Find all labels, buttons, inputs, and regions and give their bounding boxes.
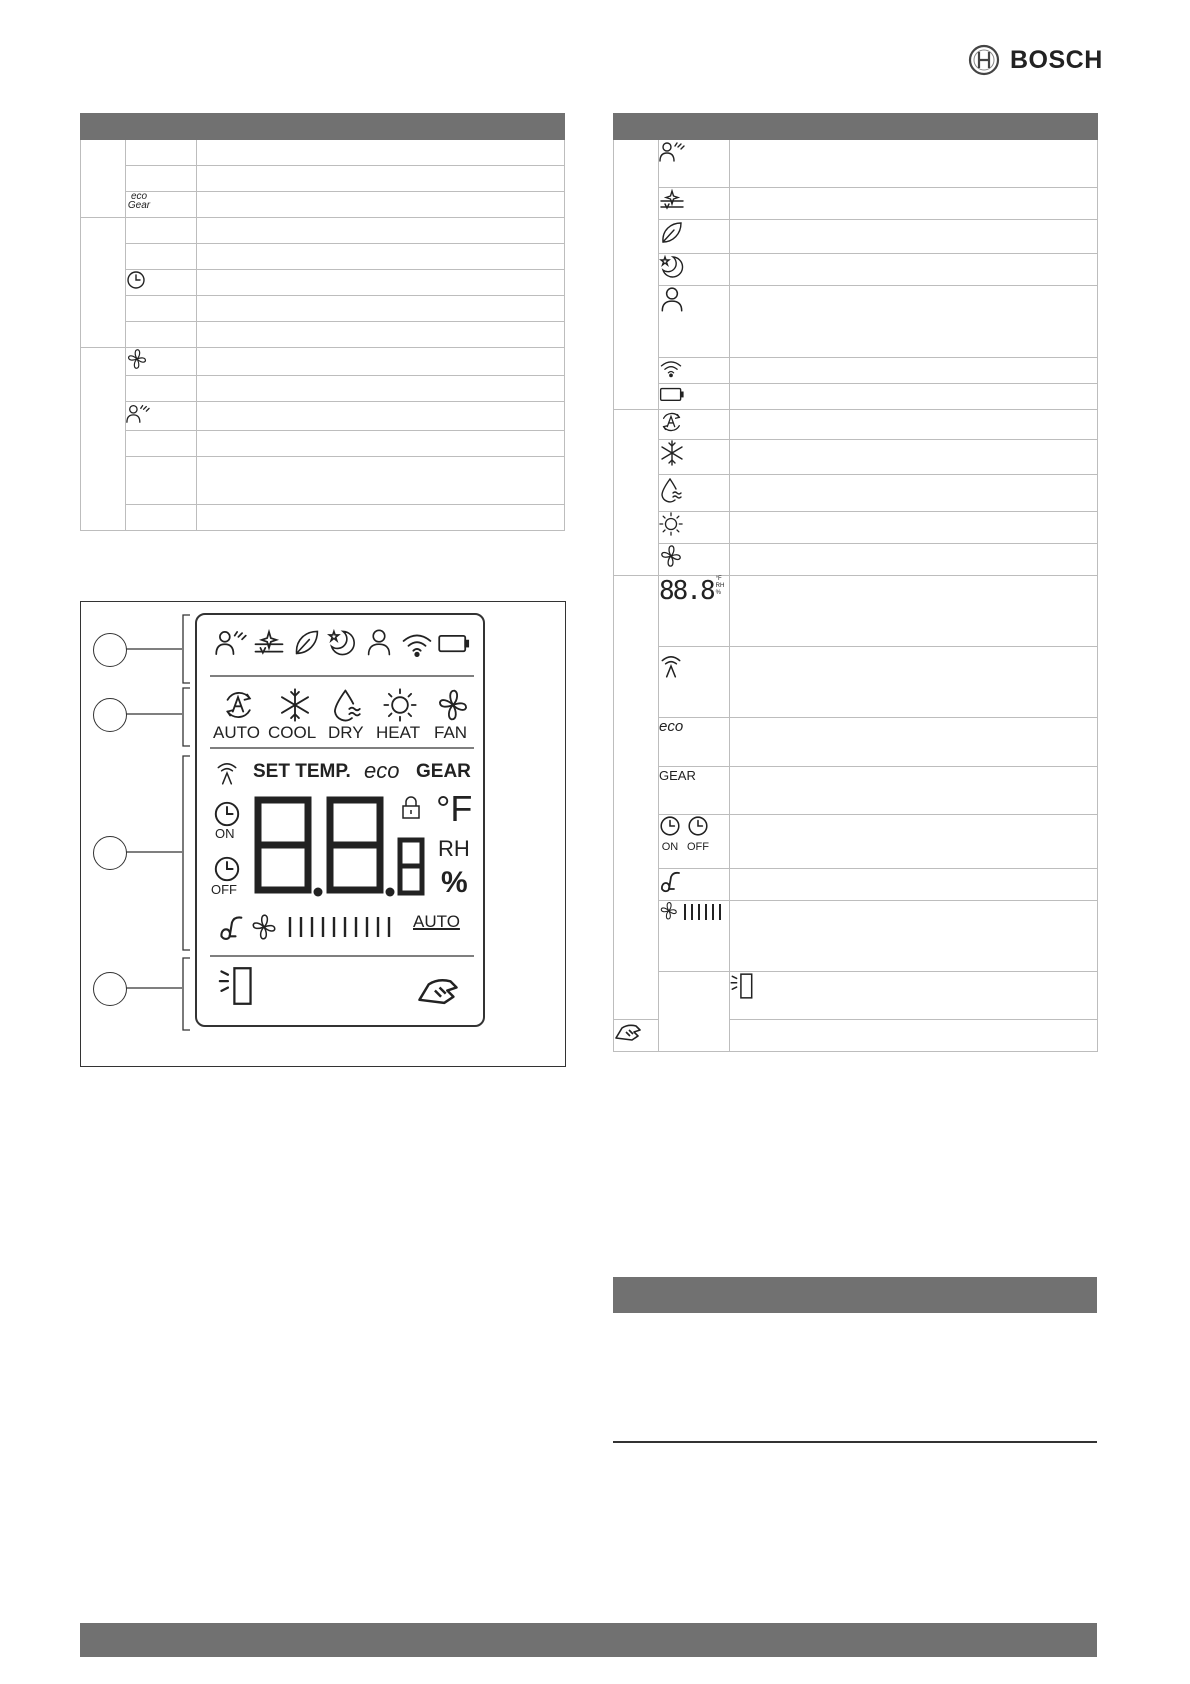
desc-cell	[730, 254, 1098, 286]
desc-cell	[730, 358, 1098, 384]
timer-on-off-icon	[659, 815, 729, 853]
icon-cell	[659, 220, 730, 254]
eco-label: eco	[364, 758, 400, 783]
battery-icon	[437, 630, 471, 656]
table-row	[614, 358, 1098, 384]
mode-label-cool: COOL	[268, 723, 317, 742]
desc-cell	[730, 410, 1098, 440]
right-table	[613, 113, 1098, 1052]
moon-star-sleep-icon	[327, 628, 357, 658]
desc-cell	[730, 220, 1098, 254]
fan-speed-icon	[659, 901, 725, 923]
timer-off-group	[687, 815, 709, 853]
table-row	[614, 767, 1098, 815]
fan-icon	[250, 913, 278, 941]
desc-cell	[730, 815, 1098, 869]
table-row	[614, 718, 1098, 767]
unit-indicator-icon	[218, 965, 254, 1007]
auto-mode-icon	[659, 410, 683, 434]
desc-cell	[730, 647, 1098, 718]
icon-cell	[659, 901, 730, 972]
icon-cell	[659, 384, 730, 410]
timer-off-label: OFF	[211, 882, 237, 897]
small-unit-pct: %	[715, 590, 721, 596]
callout-3	[93, 836, 127, 870]
digits-icon	[659, 576, 729, 606]
table-row	[614, 475, 1098, 512]
table-row	[614, 972, 1098, 1020]
icon-cell	[659, 358, 730, 384]
icon-cell	[659, 767, 730, 815]
person-icon	[365, 628, 393, 658]
desc-cell	[730, 869, 1098, 901]
sun-icon	[383, 688, 417, 722]
desc-cell	[730, 188, 1098, 220]
desc-cell	[730, 544, 1098, 576]
header-cell	[730, 114, 1098, 140]
person-icon	[659, 286, 685, 314]
icon-cell	[659, 410, 730, 440]
table-row	[614, 647, 1098, 718]
callout-2	[93, 698, 127, 732]
fan-speed-bars	[286, 915, 406, 939]
small-unit-f: °F	[715, 576, 722, 582]
icon-cell	[614, 1020, 659, 1052]
table-row	[614, 869, 1098, 901]
mode-label-fan: FAN	[434, 723, 468, 742]
desc-cell	[730, 384, 1098, 410]
icon-cell	[659, 512, 730, 544]
unit-pct-label: %	[441, 866, 468, 899]
mode-label-heat: HEAT	[376, 723, 421, 742]
moon-star-sleep-icon	[659, 254, 685, 280]
table-row	[614, 815, 1098, 869]
set-temp-label: SET TEMP.	[253, 761, 351, 782]
snowflake-icon	[659, 440, 685, 466]
wifi-icon	[659, 358, 683, 378]
callout-1	[93, 633, 127, 667]
swing-icon	[659, 653, 683, 679]
gear-text: Gear	[127, 200, 151, 211]
eco-text: eco	[130, 191, 148, 202]
silent-mode-icon	[218, 913, 246, 941]
desc-cell	[730, 286, 1098, 358]
table-row	[614, 410, 1098, 440]
header-cell	[614, 114, 659, 140]
icon-cell	[730, 972, 1098, 1020]
table-row	[614, 286, 1098, 358]
table-row	[614, 254, 1098, 286]
timer-off-text: OFF	[687, 841, 709, 853]
timer-on-label: ON	[215, 826, 235, 841]
icon-cell	[659, 718, 730, 767]
sparkle-clean-icon	[659, 188, 685, 212]
fan-auto-label: AUTO	[413, 912, 460, 931]
header-cell	[659, 114, 730, 140]
table-row	[614, 384, 1098, 410]
desc-cell	[730, 1020, 1098, 1052]
footer-bar	[80, 1623, 1097, 1657]
unit-f-label: °F	[436, 788, 473, 829]
snowflake-icon	[278, 688, 312, 722]
mode-label-auto: AUTO	[213, 723, 260, 742]
icon-cell	[659, 647, 730, 718]
icon-cell	[659, 815, 730, 869]
turbo-hand-icon	[416, 972, 460, 1006]
battery-icon	[659, 384, 685, 404]
notice-header-bar	[613, 1277, 1097, 1313]
group-cell	[614, 140, 659, 410]
desc-cell	[730, 475, 1098, 512]
clock-icon	[659, 815, 681, 837]
timer-on-group	[659, 815, 681, 853]
drop-icon	[331, 688, 365, 722]
timer-on-clock-icon	[213, 800, 241, 828]
small-units	[716, 576, 725, 597]
leaf-icon	[292, 628, 322, 658]
table-row	[614, 901, 1098, 972]
icon-cell	[659, 254, 730, 286]
table-header	[614, 114, 1098, 140]
table-row	[614, 188, 1098, 220]
silent-mode-icon	[659, 869, 683, 893]
icon-cell	[659, 286, 730, 358]
gear-label: GEAR	[416, 761, 471, 782]
table-row	[614, 220, 1098, 254]
group-cell	[659, 972, 730, 1052]
unit-rh-label: RH	[438, 836, 470, 861]
fan-icon	[436, 688, 470, 722]
table-row	[614, 576, 1098, 647]
follow-me-person-icon	[215, 628, 247, 658]
desc-cell	[730, 140, 1098, 188]
icon-cell	[659, 140, 730, 188]
notice-bottom-rule	[613, 1441, 1097, 1443]
digits-text: 88.8	[659, 576, 714, 606]
icon-cell	[659, 869, 730, 901]
group-cell	[614, 410, 659, 576]
gear-text-icon: GEAR	[659, 768, 696, 783]
drop-icon	[659, 475, 685, 505]
auto-mode-icon	[221, 688, 255, 722]
fan-icon	[659, 544, 683, 568]
unit-indicator-icon	[730, 972, 754, 1000]
leaf-icon	[659, 220, 685, 246]
icon-cell	[659, 475, 730, 512]
desc-cell	[730, 576, 1098, 647]
timer-on-text: ON	[661, 841, 679, 853]
turbo-hand-icon	[614, 1020, 642, 1042]
sparkle-clean-icon	[253, 628, 285, 658]
desc-cell	[730, 512, 1098, 544]
follow-me-person-icon	[659, 140, 685, 164]
desc-cell	[730, 767, 1098, 815]
eco-icon: eco	[659, 718, 684, 735]
icon-cell	[659, 576, 730, 647]
callout-4	[93, 972, 127, 1006]
desc-cell	[730, 718, 1098, 767]
sun-icon	[659, 512, 683, 536]
desc-cell	[730, 440, 1098, 475]
icon-cell	[659, 188, 730, 220]
brand-name: BOSCH	[1010, 45, 1103, 74]
table-row	[614, 140, 1098, 188]
small-unit-rh: RH	[715, 583, 725, 589]
clock-icon	[687, 815, 709, 837]
table-row	[614, 512, 1098, 544]
table-row	[614, 440, 1098, 475]
timer-off-clock-icon	[213, 855, 241, 883]
mode-label-dry: DRY	[328, 723, 364, 742]
desc-cell	[730, 901, 1098, 972]
icon-cell	[659, 440, 730, 475]
swing-icon	[215, 760, 239, 786]
table-row	[614, 544, 1098, 576]
group-cell	[614, 576, 659, 1020]
lock-icon	[400, 795, 422, 821]
wifi-icon	[401, 630, 433, 658]
icon-cell	[659, 544, 730, 576]
